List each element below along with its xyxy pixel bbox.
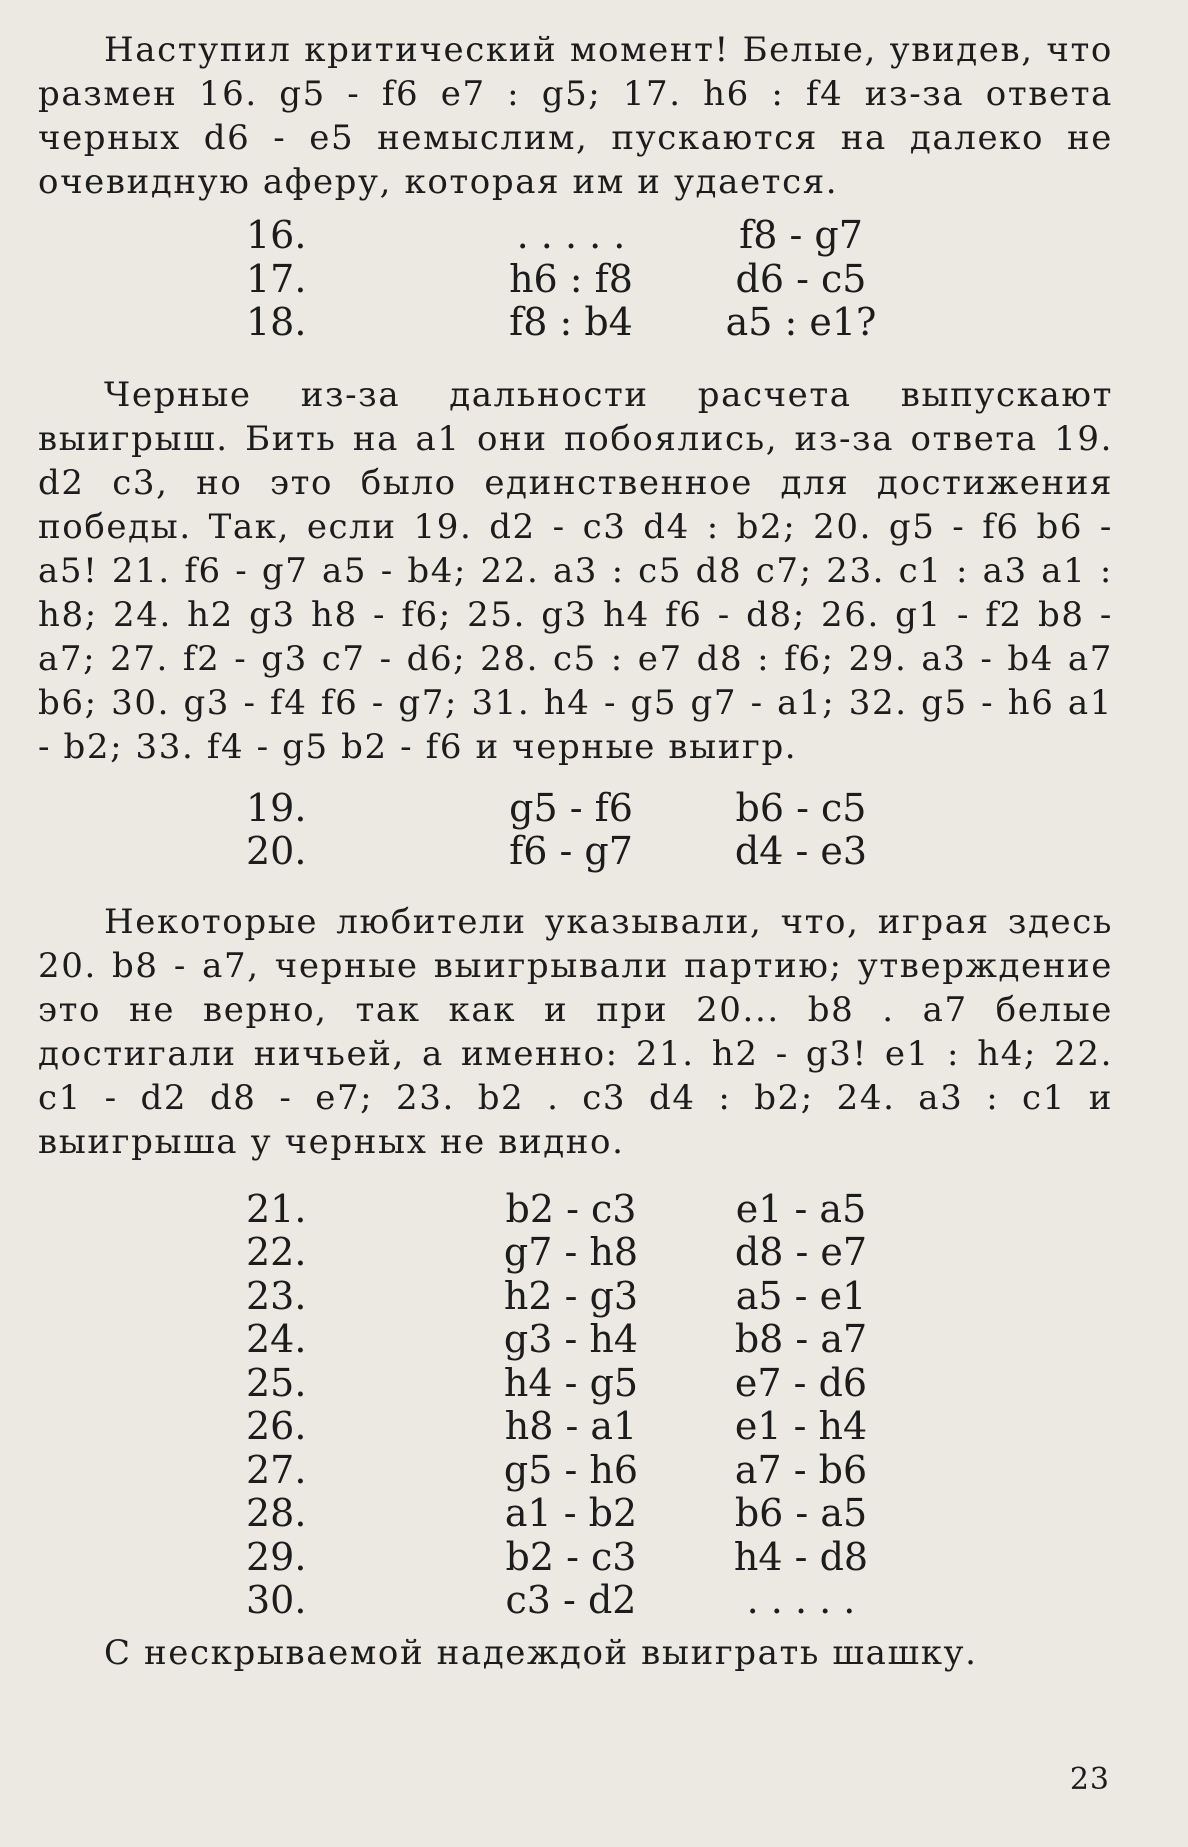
move-row	[246, 1362, 901, 1406]
move-row	[246, 1231, 901, 1275]
white-move: g3 - h4	[503, 1317, 639, 1361]
moves-table-21-30	[246, 1188, 901, 1623]
white-move: b2 - c3	[505, 1186, 637, 1231]
move-row	[246, 1579, 901, 1623]
move-number: 18.	[246, 300, 307, 344]
black-move: a5 - e1	[735, 1273, 867, 1318]
white-move: h6 : f8	[509, 256, 633, 301]
move-number: 26.	[246, 1404, 307, 1448]
move-row	[246, 301, 901, 345]
white-move: b2 - c3	[505, 1534, 637, 1579]
white-move: g5 - f6	[509, 785, 633, 830]
white-move: g7 - h8	[503, 1230, 639, 1274]
black-move: h4 - d8	[733, 1534, 869, 1579]
moves-table-16-18	[246, 214, 901, 345]
white-move: a1 - b2	[504, 1491, 638, 1535]
moves-table-19-20	[246, 787, 901, 874]
move-row	[246, 1318, 901, 1362]
move-number: 28.	[246, 1491, 307, 1535]
move-number: 17.	[246, 256, 307, 301]
white-move: h4 - g5	[503, 1360, 639, 1405]
page-number: 23	[1069, 1762, 1110, 1797]
move-row	[246, 258, 901, 302]
white-move: f6 - g7	[509, 829, 633, 873]
book-page	[38, 28, 1113, 1675]
black-move: d4 - e3	[734, 829, 868, 873]
paragraph-critical-moment: Наступил критический момент! Белые, увидев, что размен 16. g5 - f6 e7 : g5; 17. h6 : f4 из-за ответа черных d6 - e5 немыслим, пускаются на далеко не очевидную аферу, которая им и удается.	[38, 30, 1113, 202]
black-move: d8 - e7	[734, 1230, 868, 1274]
move-row	[246, 1405, 901, 1449]
move-row	[246, 1449, 901, 1493]
black-move: . . . . .	[746, 1578, 856, 1622]
move-row	[246, 1188, 901, 1232]
move-number: 16.	[246, 213, 307, 257]
move-number: 27.	[246, 1447, 307, 1492]
white-move: h2 - g3	[503, 1273, 639, 1318]
black-move: d6 - c5	[735, 256, 867, 301]
white-move: c3 - d2	[505, 1578, 637, 1622]
black-move: e1 - a5	[735, 1186, 867, 1231]
white-move: f8 : b4	[509, 300, 633, 344]
black-move: a5 : e1?	[725, 300, 877, 344]
move-number: 19.	[246, 785, 307, 830]
move-number: 21.	[246, 1186, 307, 1231]
move-row	[246, 787, 901, 831]
move-number: 22.	[246, 1230, 307, 1274]
black-move: b8 - a7	[734, 1317, 868, 1361]
move-number: 25.	[246, 1360, 307, 1405]
black-move: b6 - c5	[735, 785, 867, 830]
black-move: e1 - h4	[734, 1404, 868, 1448]
move-row	[246, 214, 901, 258]
black-move: a7 - b6	[734, 1447, 868, 1492]
paragraph-amateurs-analysis: Некоторые любители указывали, что, играя здесь 20. b8 - a7, черные выигрывали партию; утверждение это не верно, так как и при 20... b8 . a7 белые достигали ничьей, а именно: 21. h2 - g3! e1 : h4; 22. c1 - d2 d8 - e7; 23. b2 . c3 d4 : b2; 24. a3 : c1 и выигрыша у черных не видно.	[38, 901, 1113, 1162]
black-move: e7 - d6	[734, 1360, 868, 1405]
black-move: f8 - g7	[739, 213, 863, 257]
paragraph-closing-remark: С нескрываемой надеждой выиграть шашку.	[104, 1632, 978, 1673]
move-number: 20.	[246, 829, 307, 873]
move-row	[246, 1492, 901, 1536]
move-number: 29.	[246, 1534, 307, 1579]
white-move: h8 - a1	[504, 1404, 638, 1448]
move-number: 30.	[246, 1578, 307, 1622]
black-move: b6 - a5	[734, 1491, 868, 1535]
white-move: g5 - h6	[503, 1447, 639, 1492]
move-number: 23.	[246, 1273, 307, 1318]
white-move: . . . . .	[516, 213, 626, 257]
move-number: 24.	[246, 1317, 307, 1361]
move-row	[246, 830, 901, 874]
paragraph-black-misses-win: Черные из-за дальности расчета выпускают выигрыш. Бить на a1 они побоялись, из-за ответа 19. d2 c3, но это было единственное для достижения победы. Так, если 19. d2 - c3 d4 : b2; 20. g5 - f6 b6 - a5! 21. f6 - g7 a5 - b4; 22. a3 : c5 d8 c7; 23. c1 : a3 a1 : h8; 24. h2 g3 h8 - f6; 25. g3 h4 f6 - d8; 26. g1 - f2 b8 - a7; 27. f2 - g3 c7 - d6; 28. c5 : e7 d8 : f6; 29. a3 - b4 a7 b6; 30. g3 - f4 f6 - g7; 31. h4 - g5 g7 - a1; 32. g5 - h6 a1 - b2; 33. f4 - g5 b2 - f6 и черные выигр.	[38, 374, 1113, 767]
move-row	[246, 1536, 901, 1580]
move-row	[246, 1275, 901, 1319]
